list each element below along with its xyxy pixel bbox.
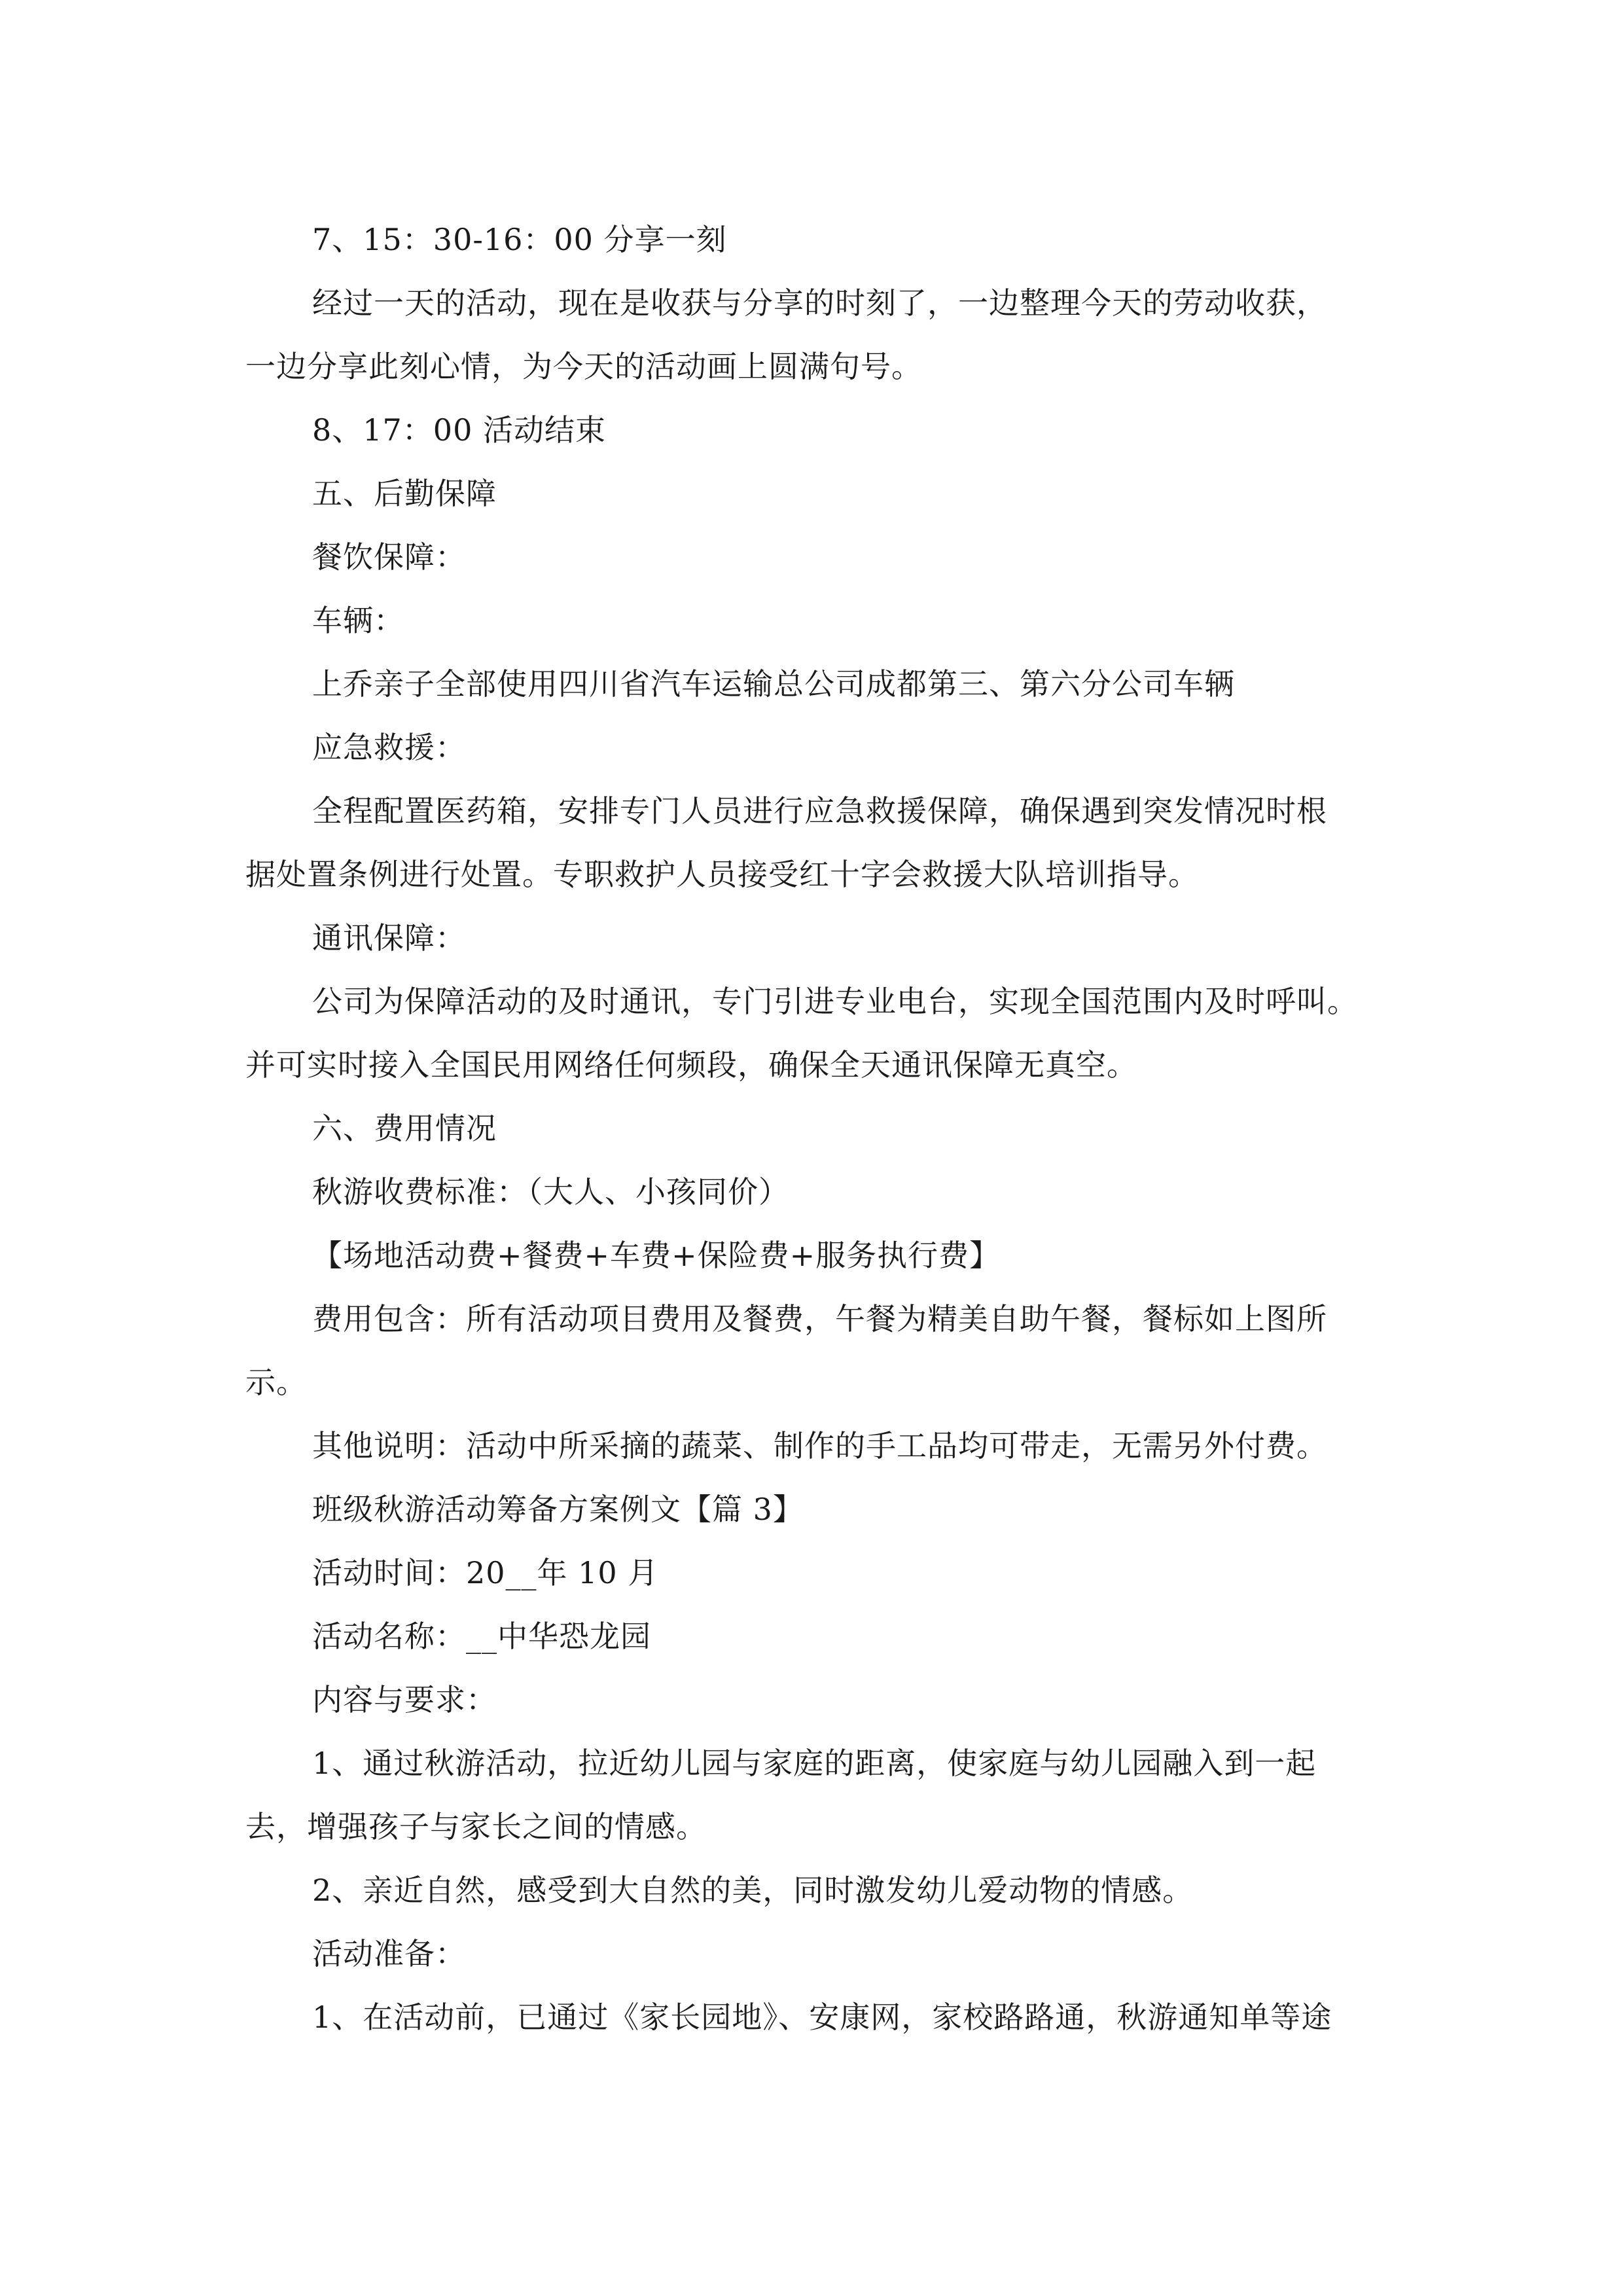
text-line: 据处置条例进行处置。专职救护人员接受红十字会救援大队培训指导。 bbox=[245, 857, 1199, 892]
text-line: 秋游收费标准：（大人、小孩同价） bbox=[312, 1174, 789, 1210]
text-line: 【场地活动费+餐费+车费+保险费+服务执行费】 bbox=[312, 1238, 1001, 1273]
text-line: 活动准备： bbox=[312, 1936, 466, 1971]
text-line: 餐饮保障： bbox=[312, 539, 466, 575]
section-heading: 班级秋游活动筹备方案例文【篇 3】 bbox=[312, 1492, 804, 1527]
text-line: 示。 bbox=[245, 1365, 307, 1400]
text-line: 其他说明：活动中所采摘的蔬菜、制作的手工品均可带走，无需另外付费。 bbox=[312, 1428, 1327, 1463]
text-line: 1、在活动前，已通过《家长园地》、安康网，家校路路通，秋游通知单等途 bbox=[312, 2000, 1332, 2035]
document-body bbox=[245, 208, 1397, 2049]
text-line: 8、17：00 活动结束 bbox=[312, 412, 606, 448]
section-heading: 六、费用情况 bbox=[312, 1111, 497, 1146]
text-line: 活动时间：20__年 10 月 bbox=[312, 1555, 659, 1590]
text-line: 2、亲近自然，感受到大自然的美，同时激发幼儿爱动物的情感。 bbox=[312, 1873, 1194, 1908]
text-line: 车辆： bbox=[312, 603, 404, 638]
text-line: 7、15：30-16：00 分享一刻 bbox=[312, 222, 727, 257]
text-line: 内容与要求： bbox=[312, 1682, 497, 1717]
text-line: 全程配置医药箱，安排专门人员进行应急救援保障，确保遇到突发情况时根 bbox=[312, 793, 1327, 829]
text-line: 1、通过秋游活动，拉近幼儿园与家庭的距离，使家庭与幼儿园融入到一起 bbox=[312, 1746, 1317, 1781]
text-line: 经过一天的活动，现在是收获与分享的时刻了，一边整理今天的劳动收获， bbox=[312, 285, 1327, 321]
text-line: 并可实时接入全国民用网络任何频段，确保全天通讯保障无真空。 bbox=[245, 1047, 1137, 1083]
text-line: 通讯保障： bbox=[312, 920, 466, 956]
text-line: 费用包含：所有活动项目费用及餐费，午餐为精美自助午餐，餐标如上图所 bbox=[312, 1301, 1327, 1336]
section-heading: 五、后勤保障 bbox=[312, 476, 497, 511]
text-line: 应急救援： bbox=[312, 730, 466, 765]
text-line: 活动名称：__中华恐龙园 bbox=[312, 1619, 651, 1654]
text-line: 一边分享此刻心情，为今天的活动画上圆满句号。 bbox=[245, 349, 922, 384]
text-line: 上乔亲子全部使用四川省汽车运输总公司成都第三、第六分公司车辆 bbox=[312, 666, 1235, 702]
text-line: 去，增强孩子与家长之间的情感。 bbox=[245, 1809, 707, 1844]
text-line: 公司为保障活动的及时通讯，专门引进专业电台，实现全国范围内及时呼叫。 bbox=[312, 984, 1358, 1019]
